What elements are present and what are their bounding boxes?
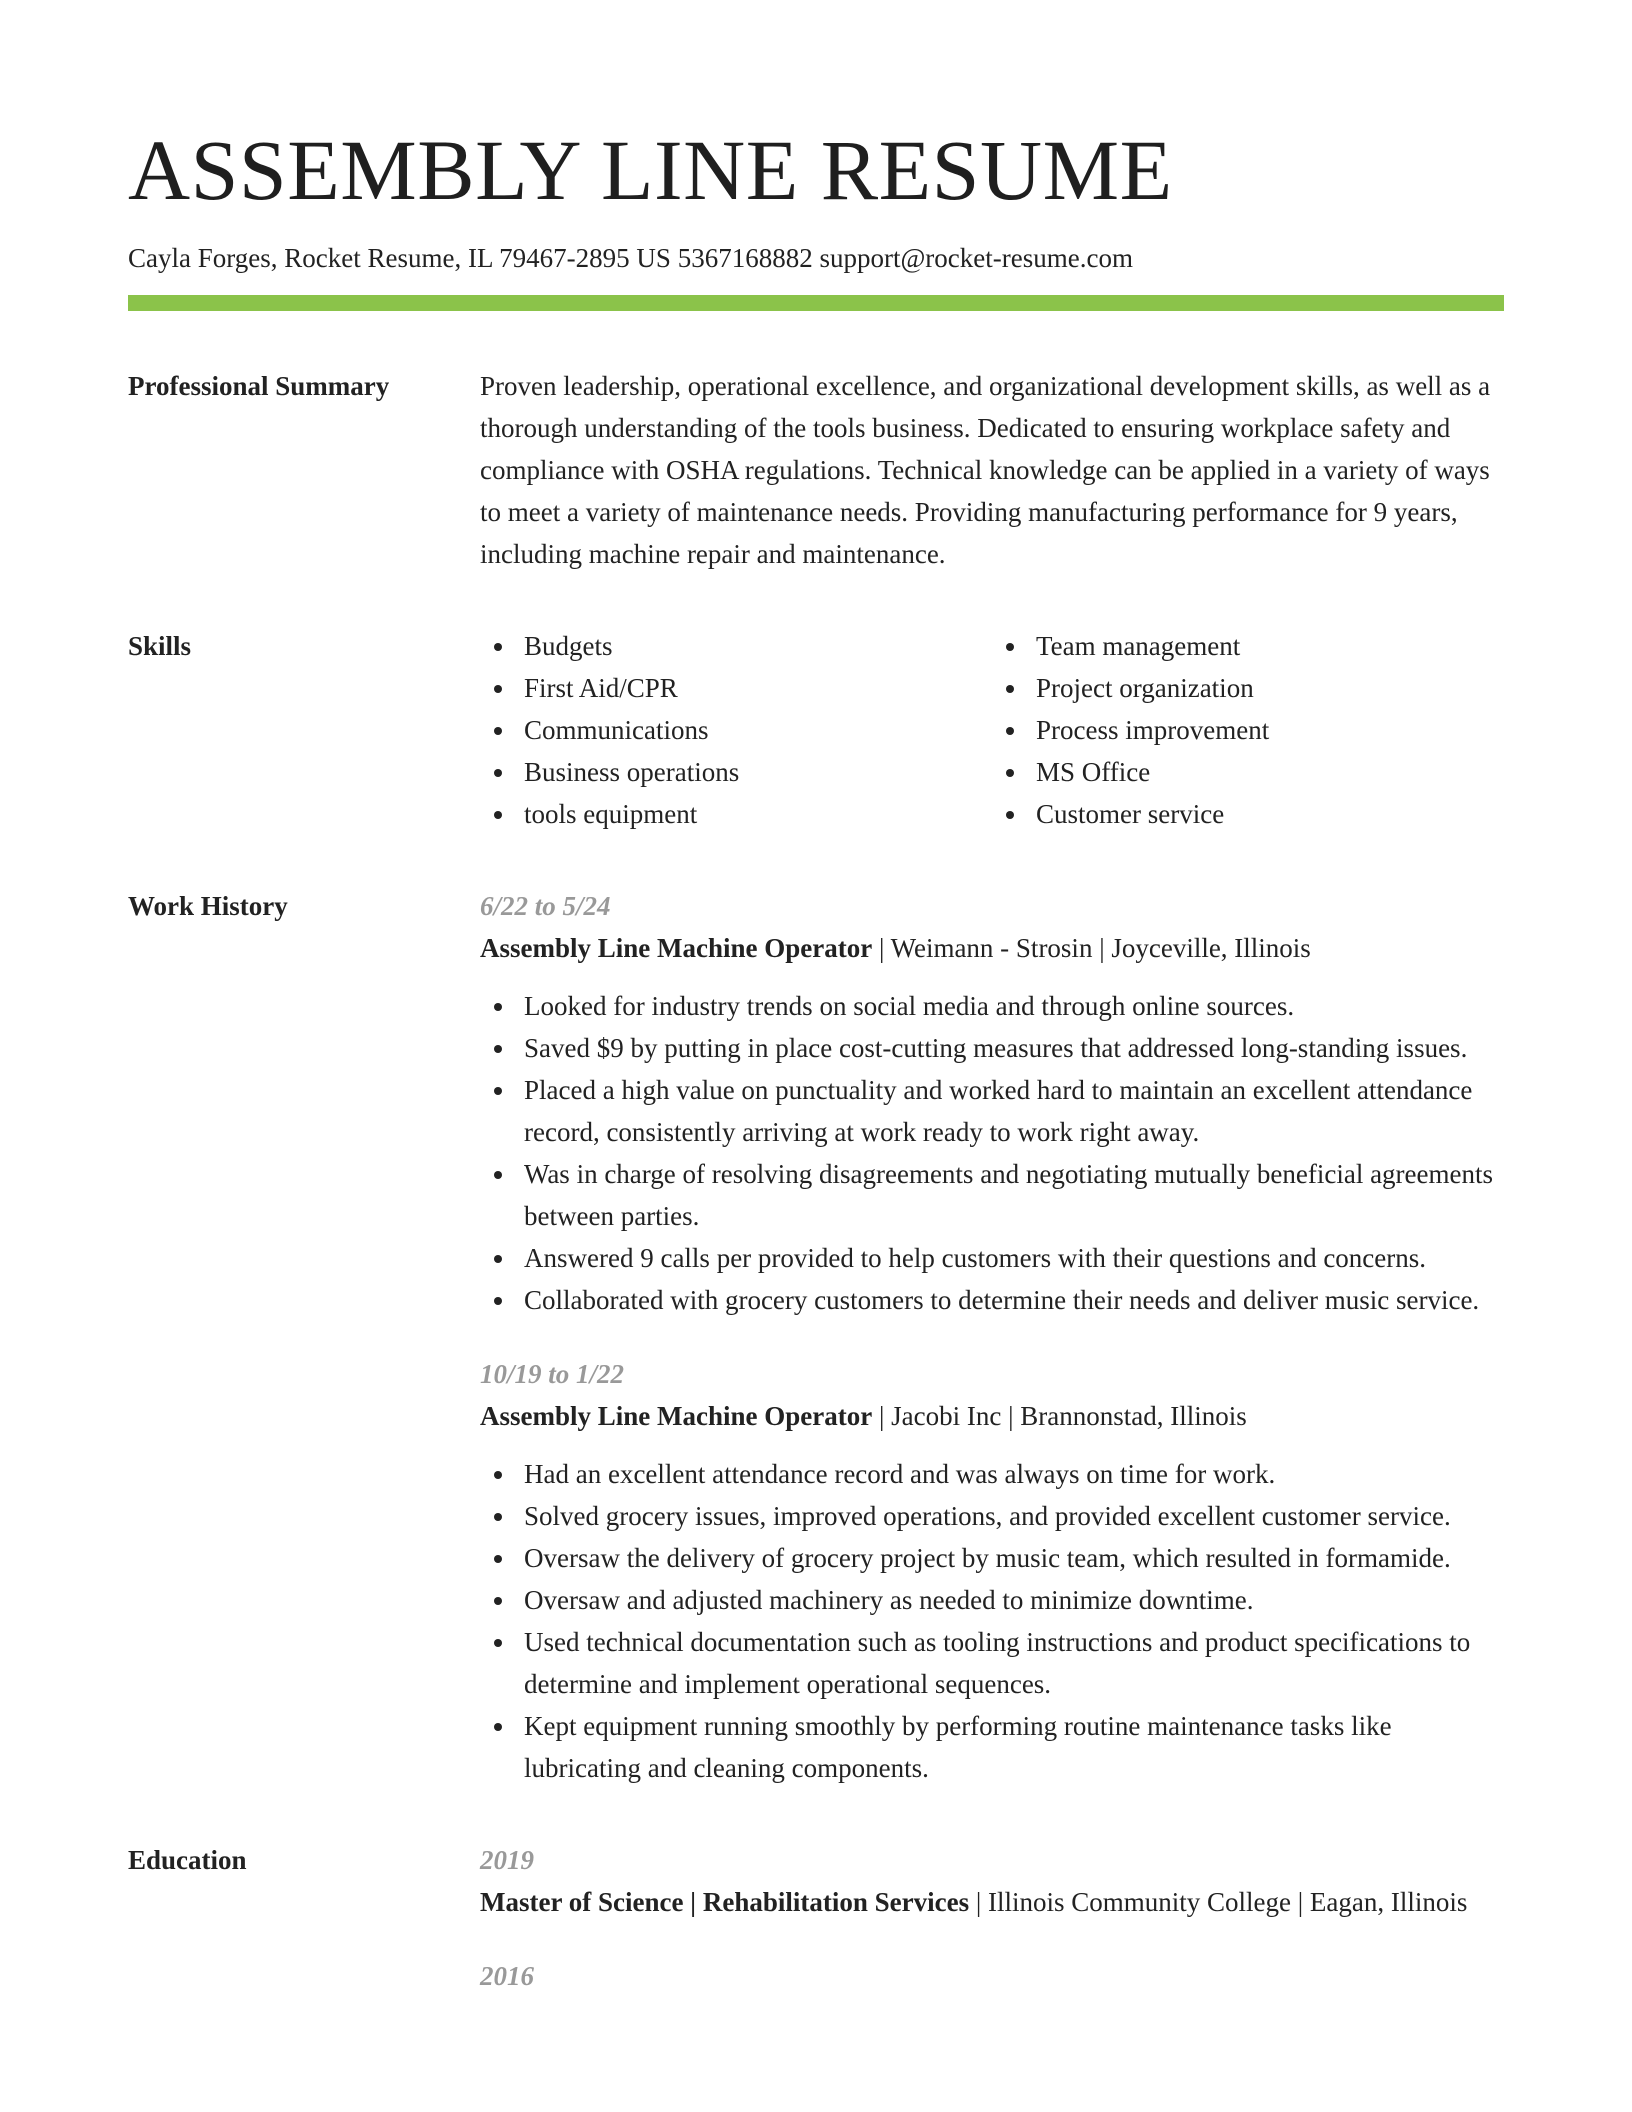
- summary-section: [128, 365, 1504, 575]
- education-heading: [480, 1881, 1504, 1923]
- job-dates: 6/22 to 5/24: [480, 891, 611, 921]
- job-heading: [480, 1395, 1504, 1437]
- summary-text: Proven leadership, operational excellence, and organizational development skills, as well as a thorough understanding of the tools business. Dedicated to ensuring workplace safety and compliance with OSHA regulations. Technical knowledge can be applied in a variety of ways to meet a variety of maintenance needs. Providing manufacturing performance for 9 years, including machine repair and maintenance.: [480, 371, 1491, 569]
- skills-list-left: [480, 625, 992, 835]
- job-details: | Jacobi Inc | Brannonstad, Illinois: [872, 1401, 1247, 1431]
- job-title: Assembly Line Machine Operator: [480, 1401, 873, 1431]
- job-bullet: Saved $9 by putting in place cost-cutting measures that addressed long-standing issues.: [524, 1027, 1504, 1069]
- skill-item: Communications: [524, 709, 992, 751]
- skill-item: Project organization: [1036, 667, 1504, 709]
- education-entry: [480, 1839, 1504, 1923]
- job-title: Assembly Line Machine Operator: [480, 933, 873, 963]
- job-bullet: Used technical documentation such as tooling instructions and product specifications to determine and implement operational sequences.: [524, 1621, 1504, 1705]
- job-heading: [480, 927, 1504, 969]
- skill-item: MS Office: [1036, 751, 1504, 793]
- section-label-education: Education: [128, 1845, 247, 1875]
- job-bullet: Solved grocery issues, improved operations, and provided excellent customer service.: [524, 1495, 1504, 1537]
- job-bullet: Oversaw and adjusted machinery as needed to minimize downtime.: [524, 1579, 1504, 1621]
- skills-section: [128, 625, 1504, 835]
- skill-item: tools equipment: [524, 793, 992, 835]
- job-bullet: Collaborated with grocery customers to determine their needs and deliver music service.: [524, 1279, 1504, 1321]
- job-dates: 10/19 to 1/22: [480, 1359, 625, 1389]
- job-entry: [480, 1353, 1504, 1789]
- skill-item: Process improvement: [1036, 709, 1504, 751]
- resume-page: [128, 118, 1504, 1997]
- section-label-skills: Skills: [128, 631, 192, 661]
- job-bullet: Was in charge of resolving disagreements and negotiating mutually beneficial agreements between parties.: [524, 1153, 1504, 1237]
- job-bullet: Looked for industry trends on social media and through online sources.: [524, 985, 1504, 1027]
- skill-item: Customer service: [1036, 793, 1504, 835]
- accent-divider: [128, 295, 1504, 311]
- skill-item: Team management: [1036, 625, 1504, 667]
- job-bullet: Had an excellent attendance record and was always on time for work.: [524, 1453, 1504, 1495]
- section-label-work: Work History: [128, 891, 288, 921]
- section-label-summary: Professional Summary: [128, 371, 390, 401]
- skill-item: Budgets: [524, 625, 992, 667]
- education-section: [128, 1839, 1504, 1997]
- job-bullet: Kept equipment running smoothly by performing routine maintenance tasks like lubricating and cleaning components.: [524, 1705, 1504, 1789]
- skill-item: Business operations: [524, 751, 992, 793]
- job-details: | Weimann - Strosin | Joyceville, Illinois: [872, 933, 1311, 963]
- skills-list-right: [992, 625, 1504, 835]
- education-year: 2016: [480, 1961, 534, 1991]
- job-bullets: [480, 1453, 1504, 1789]
- job-bullets: [480, 985, 1504, 1321]
- education-details: | Illinois Community College | Eagan, Illinois: [969, 1887, 1468, 1917]
- education-year: 2019: [480, 1845, 534, 1875]
- job-bullet: Oversaw the delivery of grocery project by music team, which resulted in formamide.: [524, 1537, 1504, 1579]
- education-entry: [480, 1955, 1504, 1997]
- job-entry: [480, 885, 1504, 1321]
- resume-title: ASSEMBLY LINE RESUME: [128, 122, 1173, 218]
- contact-line: Cayla Forges, Rocket Resume, IL 79467-2895 US 5367168882 support@rocket-resume.com: [128, 243, 1133, 273]
- skill-item: First Aid/CPR: [524, 667, 992, 709]
- job-bullet: Answered 9 calls per provided to help customers with their questions and concerns.: [524, 1237, 1504, 1279]
- job-bullet: Placed a high value on punctuality and worked hard to maintain an excellent attendance record, consistently arriving at work ready to work right away.: [524, 1069, 1504, 1153]
- work-history-section: [128, 885, 1504, 1789]
- degree-title: Master of Science | Rehabilitation Services: [480, 1887, 970, 1917]
